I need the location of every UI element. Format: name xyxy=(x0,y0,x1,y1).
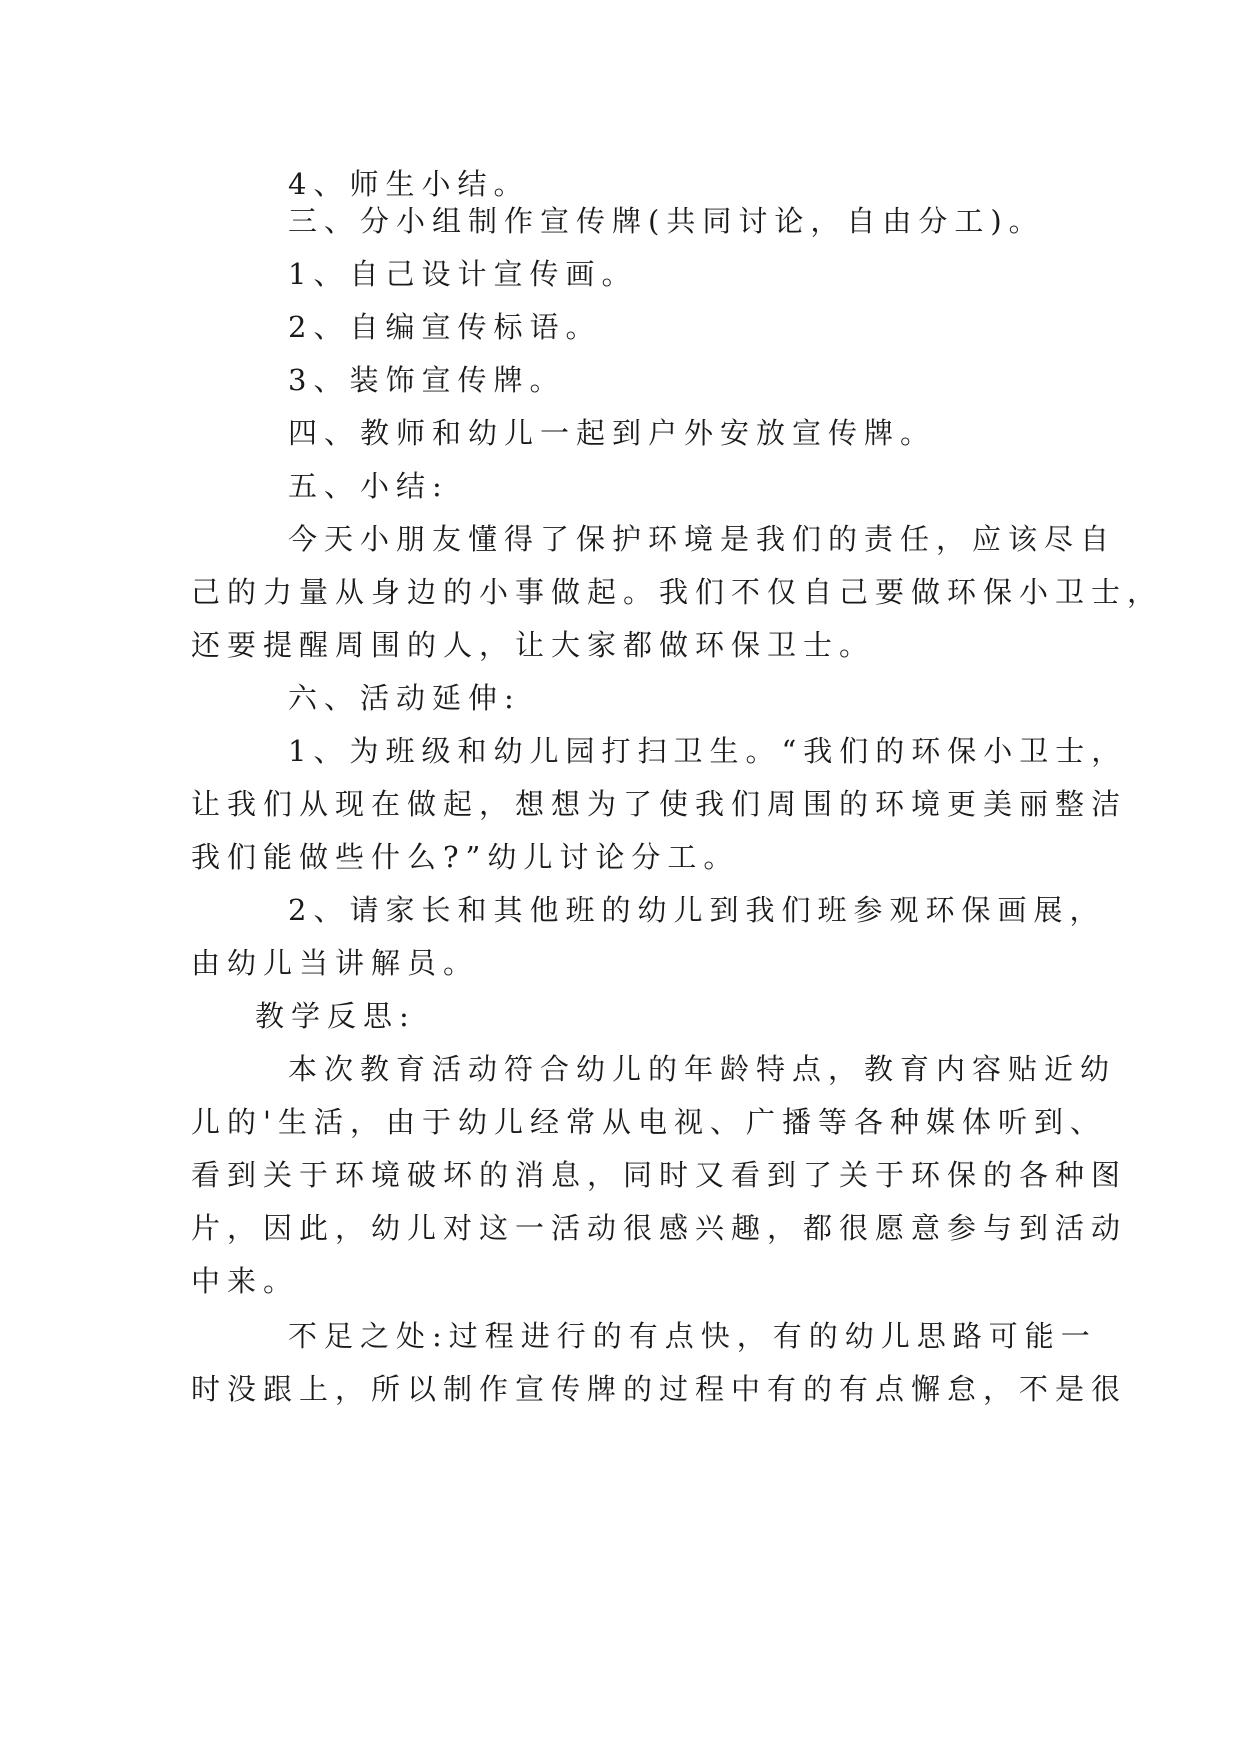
text-line-6: 四、教师和幼儿一起到户外安放宣传牌。 xyxy=(288,416,937,450)
text-line-17: 教学反思: xyxy=(255,999,416,1033)
text-line-24: 时没跟上，所以制作宣传牌的过程中有的有点懈怠，不是很 xyxy=(191,1372,1128,1406)
text-line-21: 片，因此，幼儿对这一活动很感兴趣，都很愿意参与到活动 xyxy=(191,1211,1128,1245)
text-line-16: 由幼儿当讲解员。 xyxy=(191,946,480,980)
text-line-10: 还要提醒周围的人，让大家都做环保卫士。 xyxy=(191,628,876,662)
text-line-11: 六、活动延伸: xyxy=(288,681,521,715)
text-line-8: 今天小朋友懂得了保护环境是我们的责任，应该尽自 xyxy=(288,522,1117,556)
text-line-1: 4、师生小结。 xyxy=(288,167,530,201)
text-line-7: 五、小结: xyxy=(288,469,449,503)
text-line-18: 本次教育活动符合幼儿的年龄特点，教育内容贴近幼 xyxy=(288,1052,1117,1086)
text-line-9: 己的力量从身边的小事做起。我们不仅自己要做环保小卫士， xyxy=(191,575,1164,609)
text-line-14: 我们能做些什么?”幼儿讨论分工。 xyxy=(191,840,740,874)
text-line-19: 儿的'生活，由于幼儿经常从电视、广播等各种媒体听到、 xyxy=(191,1105,1106,1139)
text-line-13: 让我们从现在做起，想想为了使我们周围的环境更美丽整洁 xyxy=(191,787,1128,821)
text-line-5: 3、装饰宣传牌。 xyxy=(288,363,566,397)
text-line-12: 1、为班级和幼儿园打扫卫生。“我们的环保小卫士， xyxy=(288,734,1128,768)
text-line-20: 看到关于环境破坏的消息，同时又看到了关于环保的各种图 xyxy=(191,1158,1128,1192)
text-line-23: 不足之处:过程进行的有点快，有的幼儿思路可能一 xyxy=(288,1319,1097,1353)
text-line-15: 2、请家长和其他班的幼儿到我们班参观环保画展， xyxy=(288,893,1106,927)
text-line-4: 2、自编宣传标语。 xyxy=(288,310,602,344)
text-line-2: 三、分小组制作宣传牌(共同讨论，自由分工)。 xyxy=(288,204,1045,238)
text-line-22: 中来。 xyxy=(191,1264,300,1298)
text-line-3: 1、自己设计宣传画。 xyxy=(288,257,638,291)
